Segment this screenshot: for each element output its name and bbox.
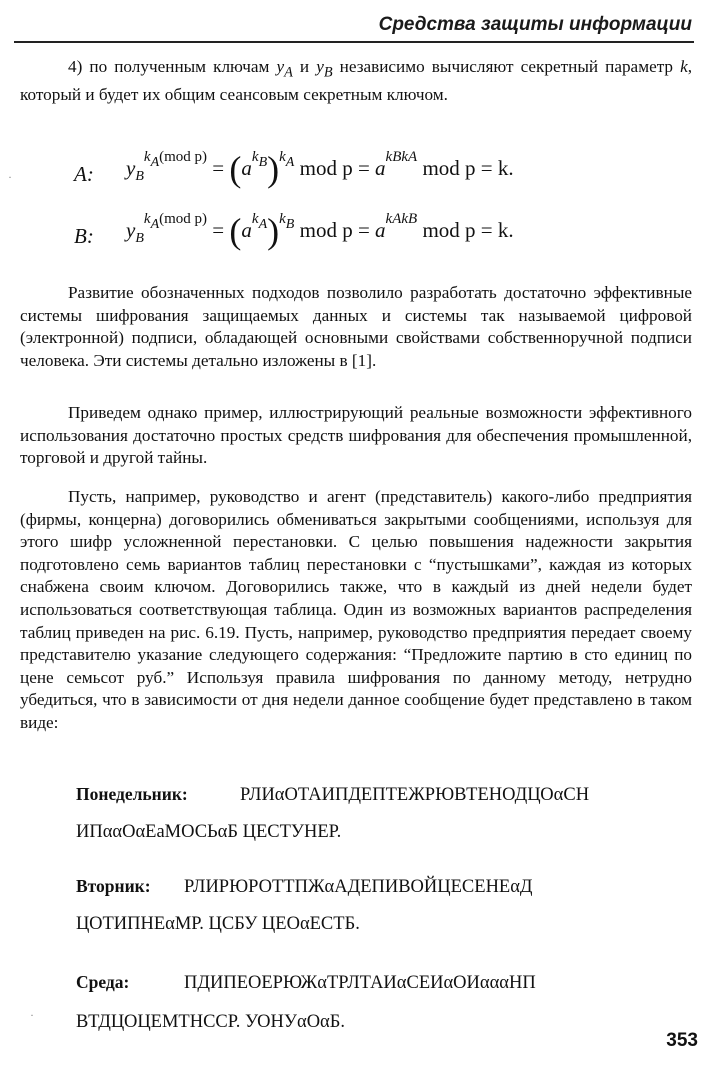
development-paragraph: Развитие обозначенных подходов позволило разработать достаточно эффективные системы шифрования защищаемых данных и системы так называемой цифровой (электронной) подписи, обладающей основными свойствами собственноручной подписи человека. Эти системы детально изложены в [1]. — [20, 283, 692, 370]
cipher-text: ПДИПЕОЕРЮЖαТРЛТАИαСЕИαОИαααНП — [184, 973, 536, 993]
intro-paragraph: 4) по полученным ключам $y_A$ и $y_B$ независимо вычисляют секретный параметр k, который и будет их общим сеансовым секретным ключом. — [20, 57, 693, 105]
scan-speck: · — [30, 1008, 34, 1022]
cipher-wednesday-line2: ВТДЦОЦЕМТНССР. УОНУαОαБ. — [76, 1012, 345, 1032]
page-number: 353 — [666, 1030, 698, 1051]
cipher-text: РЛИРЮРОТТПЖαАДЕПИВОЙЦЕСЕНЕαД — [184, 877, 533, 897]
cipher-tuesday-line1 — [76, 876, 533, 898]
cipher-monday-line1 — [76, 784, 589, 806]
formula-label: A: — [74, 162, 94, 186]
formula-expression: $y_B^{k_A(mod p)} = (a^{k_A})^{k_B}$ mod $p = a^{kAkB}$ mod p = k. — [126, 211, 514, 251]
main-paragraph: Пусть, например, руководство и агент (представитель) какого-либо предприятия (фирмы, концерна) договорились обмениваться закрытыми сообщениями, используя для этого шифр усложненной перестановки. С целью повышения надежности закрытия подготовлено семь вариантов таблиц перестановки с “пустышками”, каждая из которых снабжена своим ключом. Договорились также, что в каждый из дней недели будет использоваться соответствующая таблица. Один из возможных вариантов распределения таблиц приведен на рис. 6.19. Пусть, например, руководство предприятия передает своему представителю указание следующего содержания: “Предложите партию в сто единиц по цене семьсот руб.” Используя правила шифрования по данному методу, нетрудно убедиться, что в зависимости от дня недели данное сообщение будет представлено в таком виде: — [20, 487, 692, 732]
formula-b — [74, 208, 674, 260]
scan-speck: · — [8, 170, 12, 184]
cipher-text: РЛИαОТАИПДЕПТЕЖРЮВТЕНОДЦОαСН — [240, 785, 590, 805]
formula-a — [74, 146, 674, 198]
example-paragraph: Приведем однако пример, иллюстрирующий реальные возможности эффективного использования достаточно простых средств шифрования для обеспечения промышленной, торговой и другой тайны. — [20, 403, 692, 468]
day-label: Понедельник: — [76, 784, 188, 804]
formula-expression: $y_B^{k_A(mod p)} = (a^{k_B})^{k_A}$ mod $p = a^{kBkA}$ mod p = k. — [126, 149, 514, 189]
header-rule — [14, 41, 694, 43]
formula-label: B: — [74, 224, 94, 248]
cipher-wednesday-line1 — [76, 972, 536, 994]
cipher-monday-line2: ИПααОαЕаМОСЬαБ ЦЕСТУНЕР. — [76, 822, 342, 842]
day-label: Вторник: — [76, 876, 151, 896]
day-label: Среда: — [76, 972, 130, 992]
cipher-tuesday-line2: ЦОТИПНЕαМР. ЦСБУ ЦЕОαЕСТБ. — [76, 914, 360, 934]
running-header: Средства защиты информации — [378, 14, 692, 35]
